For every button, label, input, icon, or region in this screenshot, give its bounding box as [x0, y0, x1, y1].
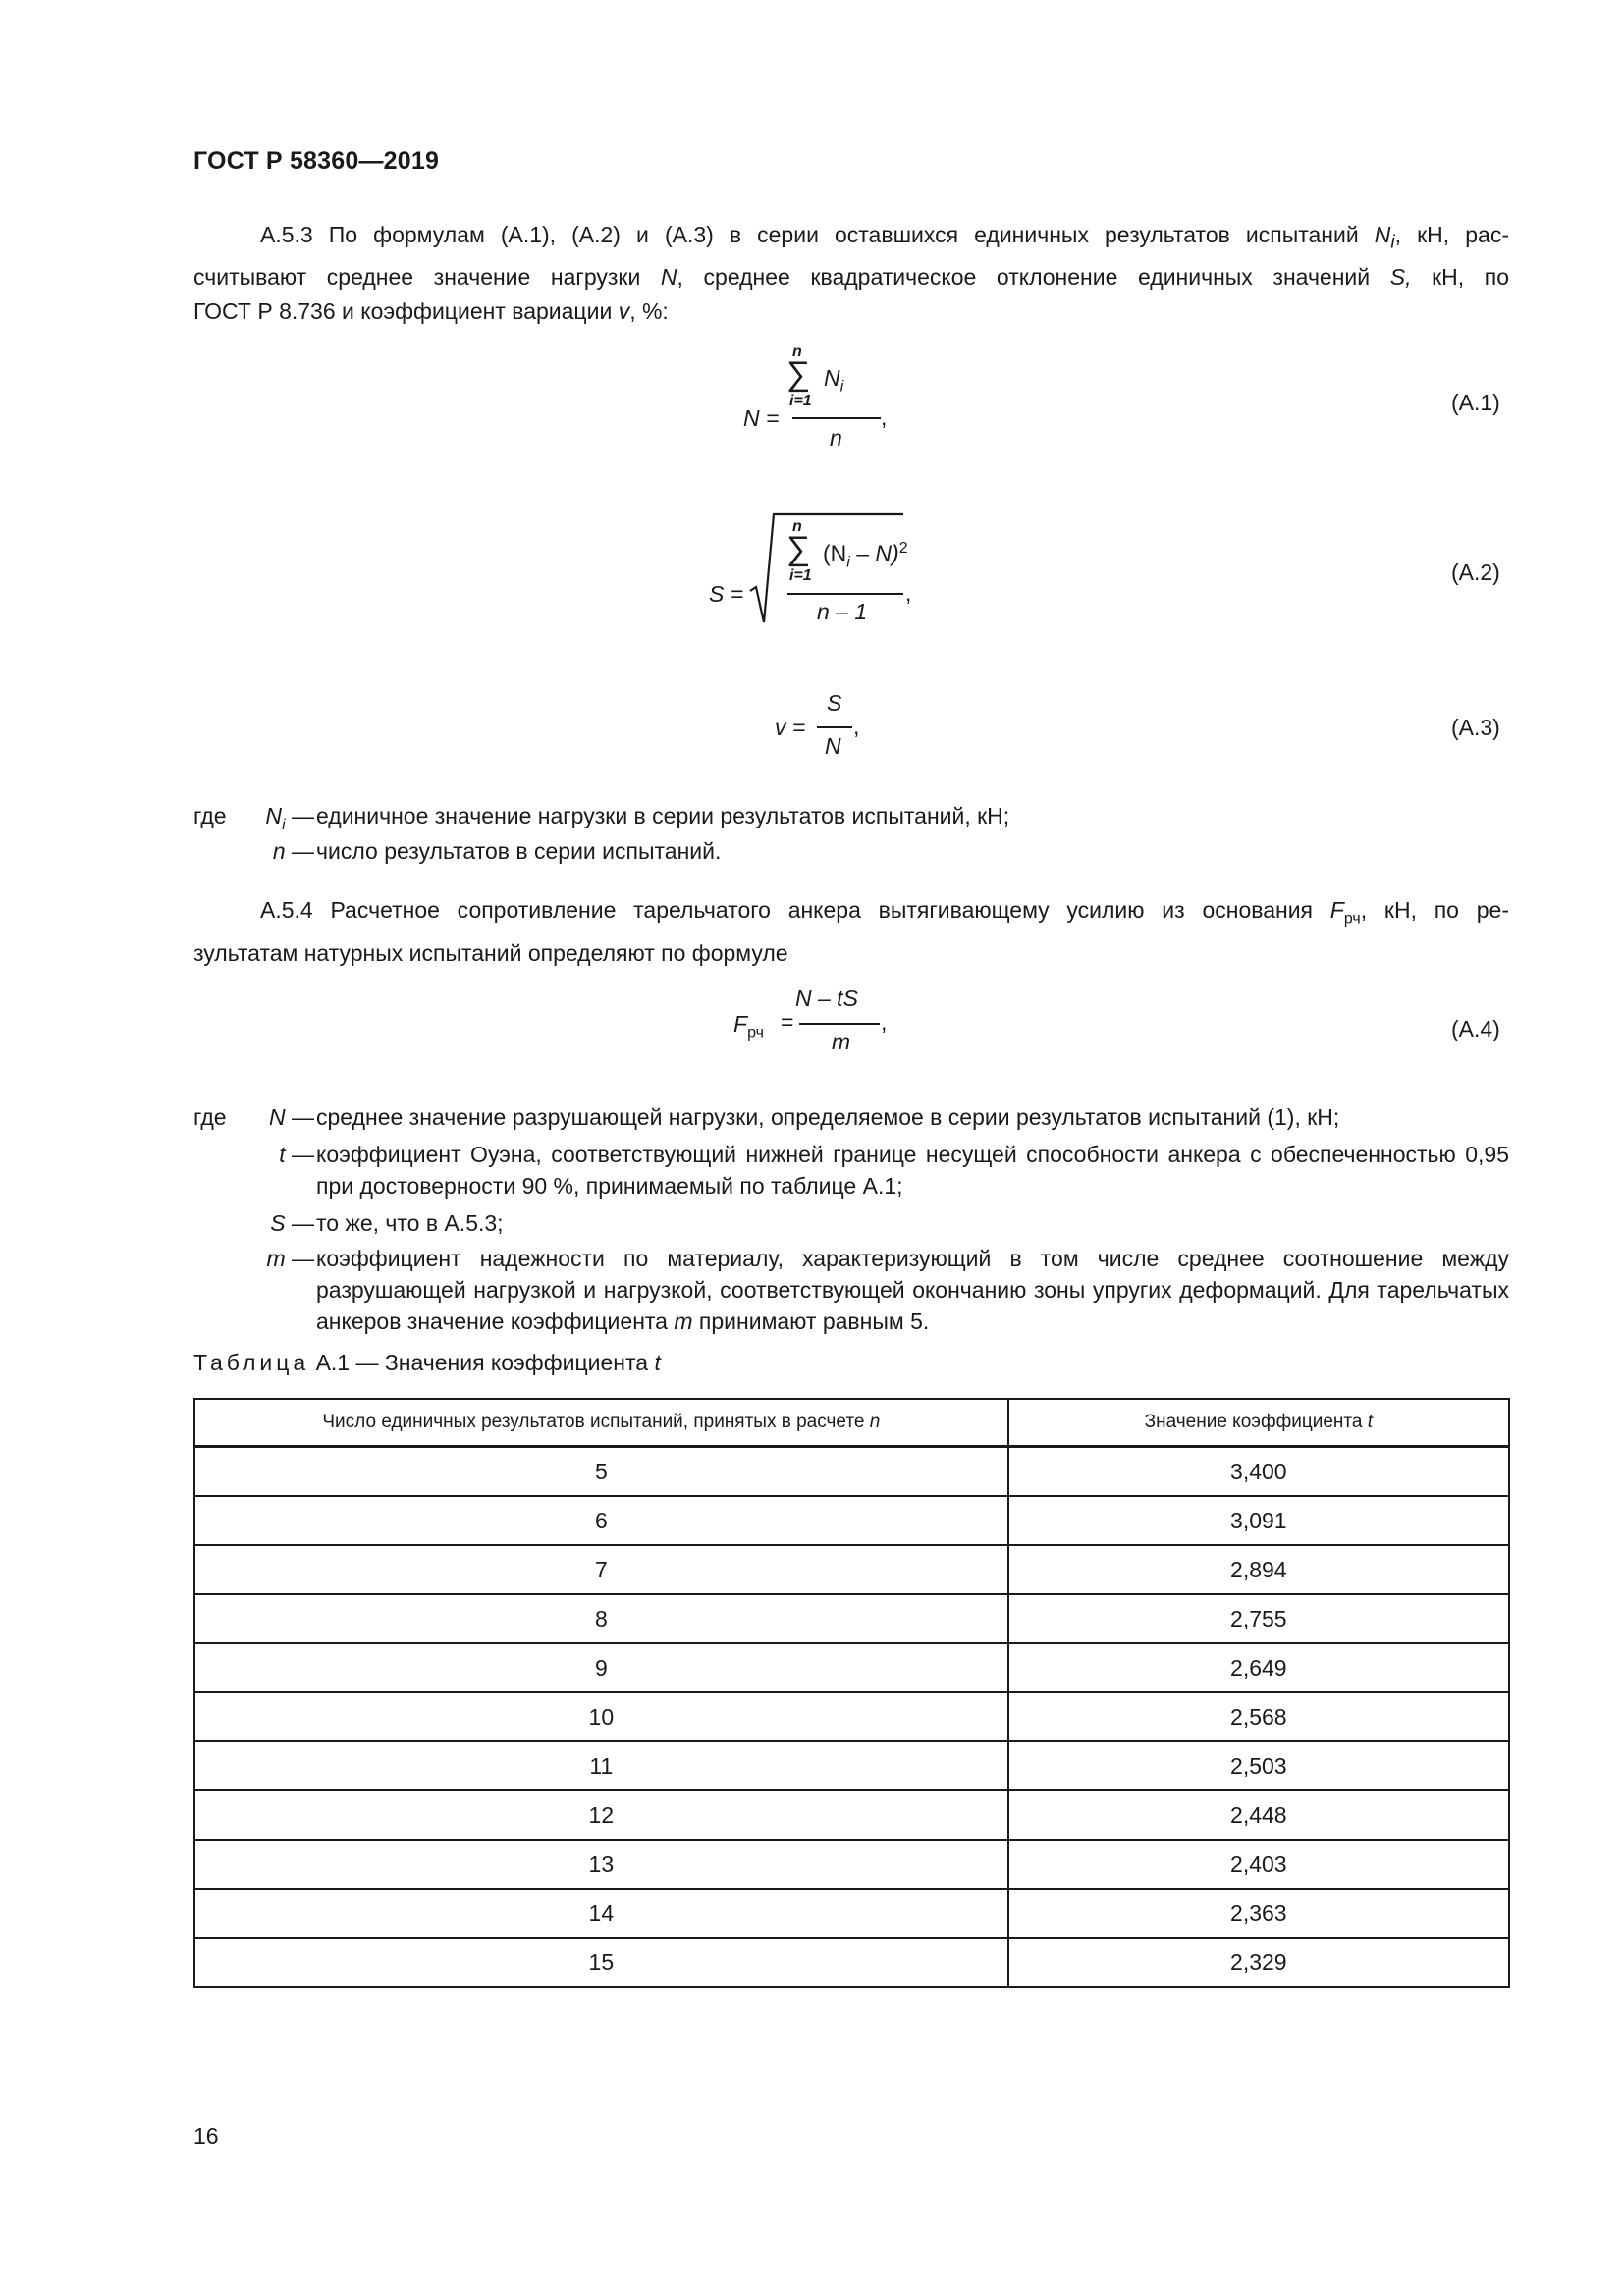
cell-n: 12 [194, 1790, 1008, 1840]
table-row [194, 1889, 1509, 1938]
cell-n: 8 [194, 1594, 1008, 1643]
cell-n: 14 [194, 1889, 1008, 1938]
cell-t: 2,363 [1008, 1889, 1509, 1938]
cell-t: 3,091 [1008, 1496, 1509, 1545]
formula-a2: S = n ∑ i=1 $(N_i - N)^2$ , n – 1 [709, 508, 925, 636]
table-row [194, 1741, 1509, 1790]
cell-n: 9 [194, 1643, 1008, 1692]
cell-t: 2,448 [1008, 1790, 1509, 1840]
cell-n: 11 [194, 1741, 1008, 1790]
equation-number-a1: (А.1) [1451, 390, 1500, 415]
document-code: ГОСТ Р 58360—2019 [193, 147, 440, 175]
cell-t: 3,400 [1008, 1447, 1509, 1497]
cell-t: 2,503 [1008, 1741, 1509, 1790]
table-row [194, 1545, 1509, 1594]
paragraph-a53: А.5.3 По формулам (А.1), (А.2) и (А.3) в серии оставшихся единичных результатов испытаний $N_i$, кН, рас- считывают среднее значение нагрузки N, среднее квадратическое отклонение единичных значений S, кН, по ГОСТ Р 8.736 и коэффициент вариации v, %: [193, 222, 1510, 324]
table-row [194, 1790, 1509, 1840]
definitions-a53: где $N_i$ — единичное значение нагрузки в серии результатов испытаний, кН; n — число результатов в серии испытаний. [193, 803, 1010, 864]
owen-coefficient-table [193, 1398, 1510, 1988]
column-header-coefficient: Значение коэффициента t [1008, 1399, 1509, 1447]
equation-number-a3: (А.3) [1451, 715, 1500, 740]
cell-n: 7 [194, 1545, 1008, 1594]
cell-t: 2,894 [1008, 1545, 1509, 1594]
table-row [194, 1594, 1509, 1643]
equation-number-a4: (А.4) [1451, 1016, 1500, 1041]
column-header-count: Число единичных результатов испытаний, принятых в расчете n [194, 1399, 1008, 1447]
table-row [194, 1643, 1509, 1692]
equation-number-a2: (А.2) [1451, 560, 1500, 585]
table-header-row [194, 1399, 1509, 1447]
formula-a4: N – tS $F_{рч}$ = , m [733, 986, 888, 1054]
table-row [194, 1840, 1509, 1889]
formula-a1: n ∑ i=1 $N_i$ N = , n [743, 344, 888, 451]
cell-t: 2,568 [1008, 1692, 1509, 1741]
cell-n: 6 [194, 1496, 1008, 1545]
cell-t: 2,329 [1008, 1938, 1509, 1987]
cell-t: 2,403 [1008, 1840, 1509, 1889]
cell-n: 5 [194, 1447, 1008, 1497]
table-row [194, 1938, 1509, 1987]
table-row [194, 1496, 1509, 1545]
formula-a3: S v = , N [775, 690, 860, 759]
paragraph-a54: А.5.4 Расчетное сопротивление тарельчатого анкера вытягивающему усилию из основания $F_{рч}$, кН, по ре- зультатам натурных испытаний определяют по формуле [193, 897, 1509, 966]
cell-n: 10 [194, 1692, 1008, 1741]
table-row [194, 1692, 1509, 1741]
page-number: 16 [193, 2123, 219, 2149]
cell-t: 2,649 [1008, 1643, 1509, 1692]
cell-n: 15 [194, 1938, 1008, 1987]
cell-t: 2,755 [1008, 1594, 1509, 1643]
definitions-a54: где N — среднее значение разрушающей нагрузки, определяемое в серии результатов испытаний (1), кН; t — коэффициент Оуэна, соответствующий нижней границе несущей способности анкера с обеспеченностью 0,95 при достоверности 90 %, принимаемый по таблице А.1; S — то же, что в А.5.3; m — коэффициент надежности по материалу, характеризующий в том числе среднее соотношение между разрушающей нагрузкой и нагрузкой, соответствующей окончанию зоны упругих деформаций. Для тарельчатых анкеров значение коэффициента m принимают равным 5. [193, 1104, 1509, 1334]
table-row [194, 1447, 1509, 1497]
table-caption: Таблица А.1 — Значения коэффициента t [193, 1350, 661, 1375]
cell-n: 13 [194, 1840, 1008, 1889]
